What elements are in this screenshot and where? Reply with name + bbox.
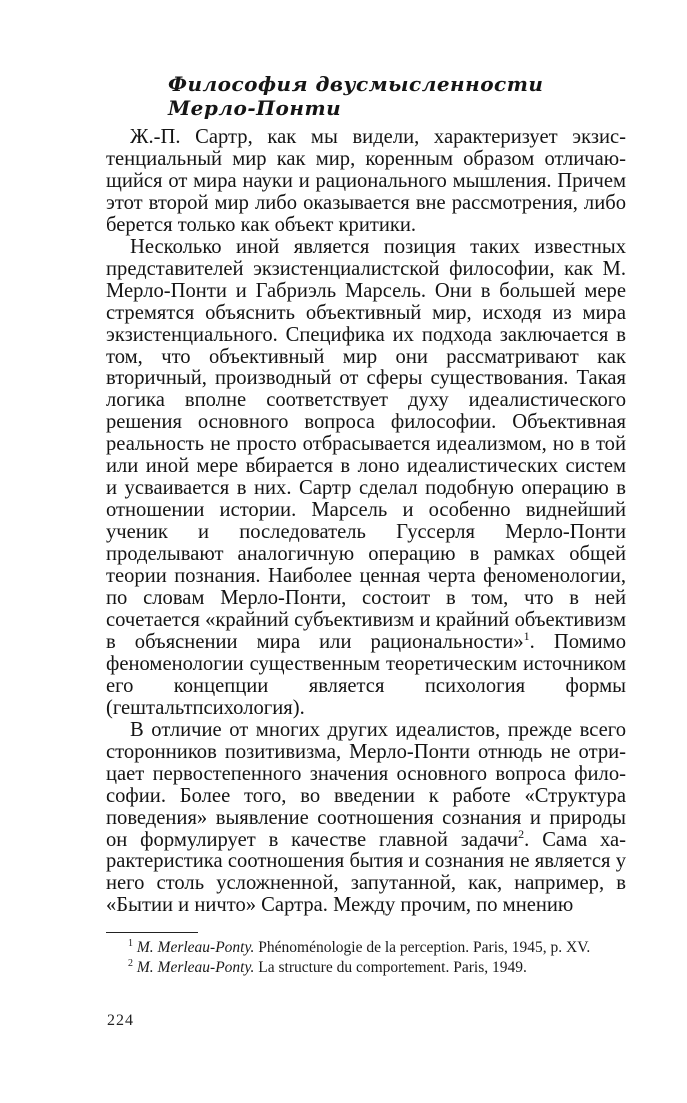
footnote-divider <box>106 932 198 933</box>
page-number: 224 <box>107 1012 134 1029</box>
paragraph-3 <box>106 720 626 918</box>
footnote-2-mark: 2 <box>128 957 133 969</box>
paragraph-2-text-a: Несколько иной является позиция таких известных представителей экзистенциалистской философии, как М. Мерло-Понти и Габриэль Марсель. Они в большей мере стремятся объяснить объективный мир, исходя из мира экзистенциального. Специфика их подхода заключается в том, что объективный мир они рассматривают как вторичный, производный от сферы существования. Такая логика вполне соответствует духу идеалистического решения основного вопроса философии. Объективная реальность не просто отбрасывается идеализмом, но в той или иной мере вбирается в лоно идеалистических систем и усваивается в них. Сартр сделал подобную операцию в отношении истории. Марсель и особенно виднейший ученик и последователь Гуссерля Мерло-Понти проделывают аналогичную операцию в рамках общей теории познания. Наиболее ценная черта феноменологии, по словам Мерло-Понти, состоит в том, что в ней сочетается «крайний субъективизм и крайний объективизм в объяснении мира или рациональности» <box>106 235 626 653</box>
footnotes <box>106 938 626 977</box>
section-heading-line-2: Мерло-Понти <box>168 96 342 120</box>
footnote-reference-1[interactable]: 1 <box>523 629 530 644</box>
footnote-2 <box>106 958 626 978</box>
footnote-1 <box>106 938 626 958</box>
footnote-2-text: La structure du comportement. Paris, 1949. <box>254 958 527 976</box>
paragraph-3-text-b: . Сама характеристика соотношения бытия и сознания не является у него столь усложненной, запутанной, как, например, в «Бытии и ничто» Сартра. Между прочим, по мнению <box>106 828 626 917</box>
paragraph-3-text-a: В отличие от многих других идеалистов, прежде всего сторонников позитивизма, Мерло-Понти отнюдь не отрицает первостепенного значения основного вопроса философии. Более того, во введении к работе «Структура поведения» выявление соотношения сознания и природы он формулирует в качестве главной задачи <box>106 718 626 851</box>
footnote-reference-2[interactable]: 2 <box>518 826 525 841</box>
body-text <box>106 127 626 917</box>
paragraph-2-text-b: . Помимо феноменологии существенным теоретическим источником его концепции является психология формы (гештальтпсихология). <box>106 630 626 719</box>
section-heading <box>168 72 543 120</box>
footnote-2-author: M. Merleau-Ponty. <box>136 958 255 976</box>
paragraph-1 <box>106 127 626 237</box>
paragraph-2 <box>106 237 626 720</box>
paragraph-1-text: Ж.-П. Сартр, как мы видели, характеризует экзистенциальный мир как мир, коренным образом отличающийся от мира науки и рационального мышления. Причем этот второй мир либо оказывается вне рассмотрения, либо берется только как объект критики. <box>106 126 626 236</box>
footnote-1-author: M. Merleau-Ponty. <box>136 939 255 956</box>
footnote-1-mark: 1 <box>128 937 133 949</box>
section-heading-line-1: Философия двусмысленности <box>168 72 544 96</box>
footnote-1-text: Phénoménologie de la perception. Paris, 1945, p. XV. <box>254 939 591 956</box>
